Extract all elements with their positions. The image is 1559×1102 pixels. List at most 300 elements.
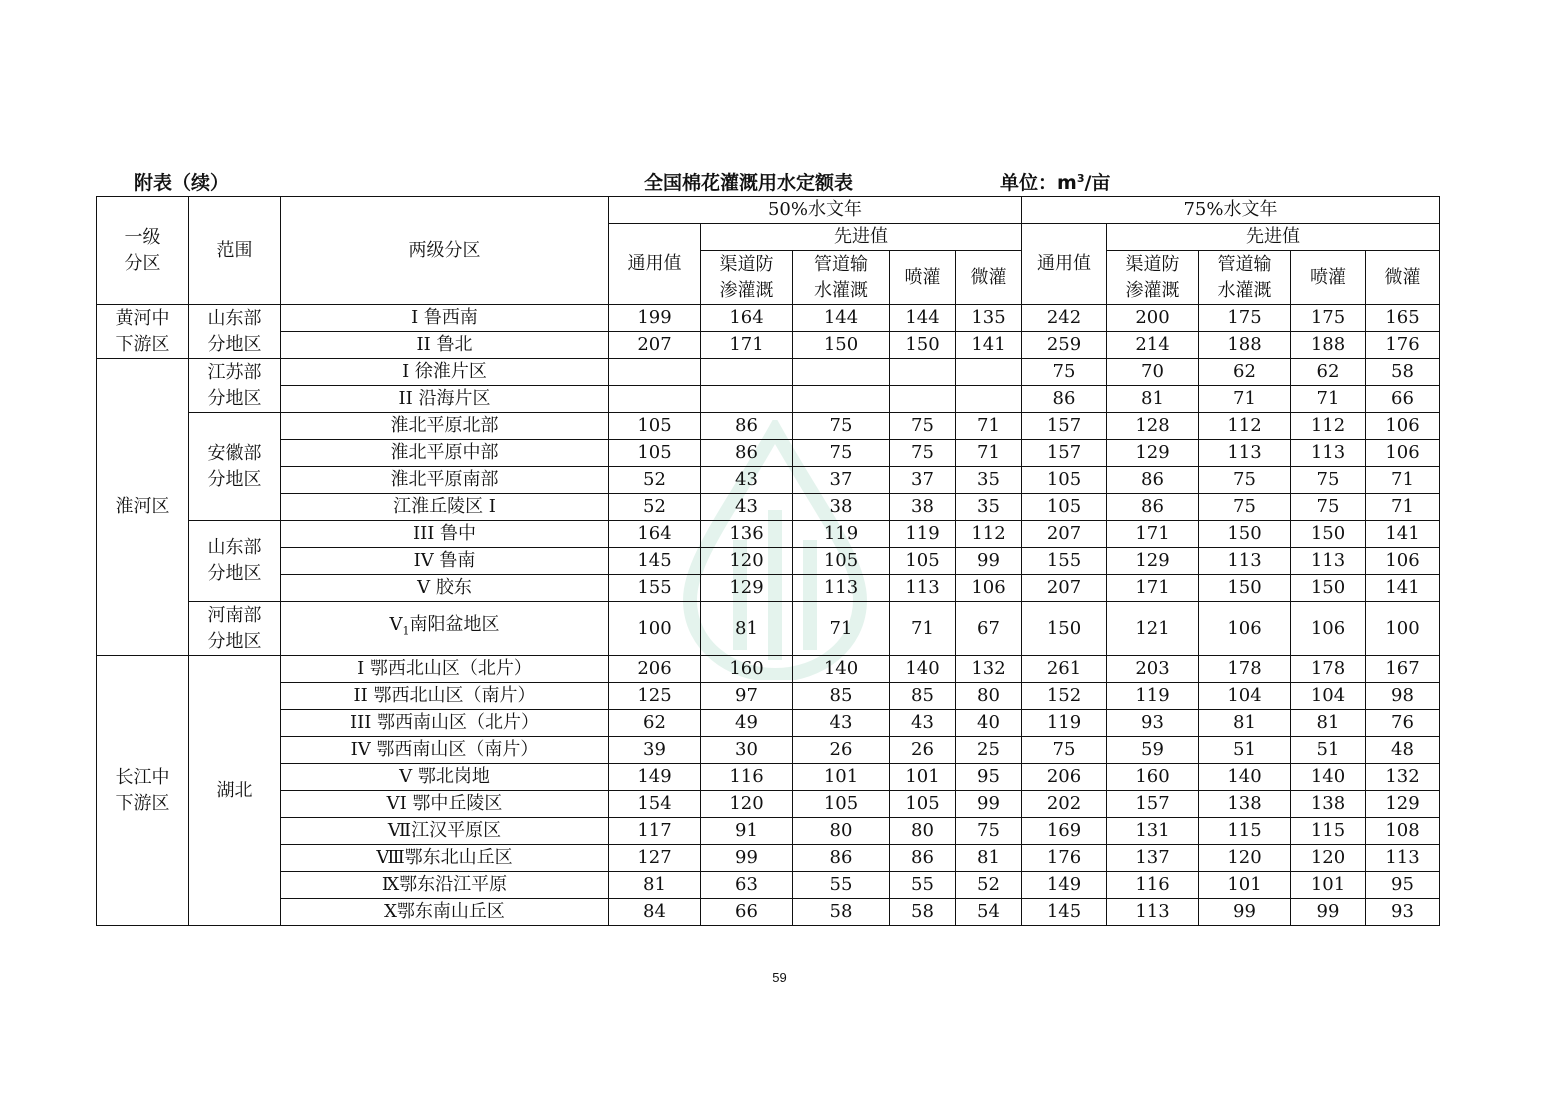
subzone-name: Ⅷ鄂东北山丘区: [281, 845, 609, 872]
quota-value: 84: [609, 899, 701, 926]
quota-value: 58: [793, 899, 890, 926]
quota-value: 75: [890, 440, 956, 467]
quota-value: 106: [1366, 440, 1440, 467]
quota-value: 80: [793, 818, 890, 845]
quota-value: 207: [1022, 575, 1107, 602]
quota-value: 86: [890, 845, 956, 872]
subzone-name: 江淮丘陵区 I: [281, 494, 609, 521]
quota-value: 144: [890, 305, 956, 332]
header-pipe-50: 管道输 水灌溉: [793, 251, 890, 305]
quota-value: 98: [1366, 683, 1440, 710]
quota-value: 38: [890, 494, 956, 521]
table-row: [97, 332, 1440, 359]
quota-value: 37: [890, 467, 956, 494]
quota-value: 113: [890, 575, 956, 602]
quota-value: 141: [1366, 575, 1440, 602]
quota-value: 26: [890, 737, 956, 764]
quota-value: 81: [1199, 710, 1291, 737]
quota-value: 106: [1199, 602, 1291, 656]
quota-value: 81: [701, 602, 793, 656]
quota-value: 70: [1107, 359, 1199, 386]
quota-value: 86: [1107, 467, 1199, 494]
table-row: [97, 683, 1440, 710]
subzone-name: $V_1$南阳盆地区: [281, 602, 609, 656]
quota-value: 165: [1366, 305, 1440, 332]
quota-value: 40: [956, 710, 1022, 737]
quota-value: 62: [609, 710, 701, 737]
table-row: [97, 656, 1440, 683]
quota-value: 206: [1022, 764, 1107, 791]
quota-value: 135: [956, 305, 1022, 332]
quota-value: 200: [1107, 305, 1199, 332]
quota-value: 112: [1199, 413, 1291, 440]
quota-value: 154: [609, 791, 701, 818]
quota-value: 99: [956, 791, 1022, 818]
quota-value: 71: [1366, 467, 1440, 494]
quota-value: 85: [890, 683, 956, 710]
quota-value: 132: [1366, 764, 1440, 791]
quota-value: 120: [701, 548, 793, 575]
quota-value: 54: [956, 899, 1022, 926]
quota-value: 140: [793, 656, 890, 683]
quota-value: 128: [1107, 413, 1199, 440]
quota-value: 113: [1107, 899, 1199, 926]
quota-value: 127: [609, 845, 701, 872]
page-header: [0, 168, 1559, 196]
header-spray-75: 喷灌: [1291, 251, 1366, 305]
quota-value: 75: [1291, 494, 1366, 521]
quota-value: 167: [1366, 656, 1440, 683]
quota-value: [609, 386, 701, 413]
header-row-1: [97, 197, 1440, 224]
quota-value: 63: [701, 872, 793, 899]
subzone-name: II 沿海片区: [281, 386, 609, 413]
table-row: [97, 845, 1440, 872]
quota-value: [609, 359, 701, 386]
table-row: [97, 548, 1440, 575]
quota-value: 43: [890, 710, 956, 737]
subzone-name: III 鲁中: [281, 521, 609, 548]
table-row: [97, 575, 1440, 602]
quota-value: 141: [1366, 521, 1440, 548]
quota-value: 58: [890, 899, 956, 926]
quota-value: 214: [1107, 332, 1199, 359]
header-micro-50: 微灌: [956, 251, 1022, 305]
subzone-name: II 鄂西北山区（南片）: [281, 683, 609, 710]
table-title: 全国棉花灌溉用水定额表: [644, 172, 854, 194]
quota-value: 140: [890, 656, 956, 683]
quota-value: 39: [609, 737, 701, 764]
header-scope: 范围: [189, 197, 281, 305]
header-level2: 两级分区: [281, 197, 609, 305]
table-row: [97, 764, 1440, 791]
quota-value: 207: [1022, 521, 1107, 548]
quota-value: 75: [1022, 359, 1107, 386]
quota-value: 188: [1199, 332, 1291, 359]
quota-value: 160: [1107, 764, 1199, 791]
quota-value: 113: [1199, 548, 1291, 575]
quota-value: [956, 386, 1022, 413]
quota-value: 105: [793, 548, 890, 575]
quota-value: 101: [890, 764, 956, 791]
quota-value: 157: [1022, 440, 1107, 467]
quota-value: 101: [1199, 872, 1291, 899]
subzone-name: I 徐淮片区: [281, 359, 609, 386]
header-pipe-75: 管道输 水灌溉: [1199, 251, 1291, 305]
header-level1: 一级 分区: [97, 197, 189, 305]
appendix-label: 附表（续）: [134, 172, 230, 194]
quota-value: 120: [1199, 845, 1291, 872]
table-row: [97, 602, 1440, 656]
table-row: [97, 305, 1440, 332]
header-spray-50: 喷灌: [890, 251, 956, 305]
quota-value: 150: [1291, 521, 1366, 548]
header-75-percent-year: 75%水文年: [1022, 197, 1440, 224]
quota-value: 112: [1291, 413, 1366, 440]
quota-value: 105: [609, 440, 701, 467]
quota-value: 160: [701, 656, 793, 683]
quota-value: 119: [1022, 710, 1107, 737]
quota-value: [701, 359, 793, 386]
subzone-name: Ⅶ江汉平原区: [281, 818, 609, 845]
quota-value: 164: [609, 521, 701, 548]
quota-value: 145: [1022, 899, 1107, 926]
quota-value: 55: [890, 872, 956, 899]
quota-value: 71: [1291, 386, 1366, 413]
subzone-name: I 鄂西北山区（北片）: [281, 656, 609, 683]
quota-value: 75: [1022, 737, 1107, 764]
quota-value: 49: [701, 710, 793, 737]
quota-value: 171: [701, 332, 793, 359]
quota-value: 105: [1022, 467, 1107, 494]
quota-value: 113: [1291, 548, 1366, 575]
quota-value: 71: [956, 413, 1022, 440]
quota-value: 155: [609, 575, 701, 602]
quota-value: 76: [1366, 710, 1440, 737]
quota-value: 259: [1022, 332, 1107, 359]
subzone-name: III 鄂西南山区（北片）: [281, 710, 609, 737]
quota-value: 157: [1107, 791, 1199, 818]
table-row: [97, 710, 1440, 737]
quota-value: 188: [1291, 332, 1366, 359]
quota-value: 203: [1107, 656, 1199, 683]
quota-value: 75: [956, 818, 1022, 845]
quota-value: 100: [609, 602, 701, 656]
quota-value: 115: [1291, 818, 1366, 845]
quota-value: 71: [956, 440, 1022, 467]
subzone-name: V 胶东: [281, 575, 609, 602]
subzone-name: I 鲁西南: [281, 305, 609, 332]
quota-value: 66: [701, 899, 793, 926]
subzone-name: VI 鄂中丘陵区: [281, 791, 609, 818]
quota-value: 129: [1107, 548, 1199, 575]
quota-value: 121: [1107, 602, 1199, 656]
quota-value: 99: [956, 548, 1022, 575]
quota-value: 80: [890, 818, 956, 845]
quota-value: 48: [1366, 737, 1440, 764]
quota-value: 129: [1107, 440, 1199, 467]
quota-value: 176: [1366, 332, 1440, 359]
quota-value: 75: [1291, 467, 1366, 494]
table-row: [97, 467, 1440, 494]
quota-value: 140: [1291, 764, 1366, 791]
quota-value: 58: [1366, 359, 1440, 386]
quota-value: 51: [1291, 737, 1366, 764]
quota-value: 141: [956, 332, 1022, 359]
quota-value: 67: [956, 602, 1022, 656]
region-huanghe: 黄河中 下游区: [97, 305, 189, 359]
quota-value: 140: [1199, 764, 1291, 791]
header-advanced-75: 先进值: [1107, 224, 1440, 251]
quota-value: 86: [1107, 494, 1199, 521]
quota-value: 59: [1107, 737, 1199, 764]
quota-value: 85: [793, 683, 890, 710]
quota-value: 51: [1199, 737, 1291, 764]
quota-value: 150: [1022, 602, 1107, 656]
unit-prefix: 单位：m: [1000, 172, 1077, 194]
quota-value: 150: [793, 332, 890, 359]
table-row: [97, 737, 1440, 764]
region-huaihe: 淮河区: [97, 359, 189, 656]
quota-value: 105: [793, 791, 890, 818]
subzone-name: IV 鲁南: [281, 548, 609, 575]
quota-value: 104: [1199, 683, 1291, 710]
header-general-75: 通用值: [1022, 224, 1107, 305]
quota-value: 66: [1366, 386, 1440, 413]
quota-value: 106: [1366, 548, 1440, 575]
quota-value: 104: [1291, 683, 1366, 710]
quota-value: 71: [793, 602, 890, 656]
quota-value: [956, 359, 1022, 386]
quota-value: [793, 386, 890, 413]
header-canal-75: 渠道防 渗灌溉: [1107, 251, 1199, 305]
quota-value: 120: [701, 791, 793, 818]
table-row: [97, 899, 1440, 926]
quota-value: 105: [1022, 494, 1107, 521]
table-row: [97, 359, 1440, 386]
scope-shandong-1: 山东部 分地区: [189, 305, 281, 359]
quota-value: 125: [609, 683, 701, 710]
quota-value: 149: [609, 764, 701, 791]
quota-value: 171: [1107, 575, 1199, 602]
quota-value: 43: [793, 710, 890, 737]
quota-value: 242: [1022, 305, 1107, 332]
scope-hubei: 湖北: [189, 656, 281, 926]
quota-value: 116: [1107, 872, 1199, 899]
quota-value: 150: [1199, 575, 1291, 602]
quota-value: 113: [1291, 440, 1366, 467]
quota-value: [701, 386, 793, 413]
header-general-50: 通用值: [609, 224, 701, 305]
quota-value: 86: [701, 440, 793, 467]
quota-value: 95: [956, 764, 1022, 791]
subzone-name: 淮北平原中部: [281, 440, 609, 467]
quota-value: 35: [956, 494, 1022, 521]
quota-value: 52: [609, 494, 701, 521]
quota-value: 81: [956, 845, 1022, 872]
quota-value: 106: [1291, 602, 1366, 656]
quota-value: 86: [701, 413, 793, 440]
subzone-name: V 鄂北岗地: [281, 764, 609, 791]
quota-value: 108: [1366, 818, 1440, 845]
quota-value: 99: [1291, 899, 1366, 926]
quota-value: 97: [701, 683, 793, 710]
quota-value: 101: [1291, 872, 1366, 899]
quota-value: 176: [1022, 845, 1107, 872]
header-50-percent-year: 50%水文年: [609, 197, 1022, 224]
unit-superscript: 3: [1076, 172, 1085, 185]
quota-value: 202: [1022, 791, 1107, 818]
quota-value: 171: [1107, 521, 1199, 548]
quota-value: 52: [956, 872, 1022, 899]
quota-value: 116: [701, 764, 793, 791]
quota-value: 99: [1199, 899, 1291, 926]
table-row: [97, 494, 1440, 521]
scope-henan: 河南部 分地区: [189, 602, 281, 656]
quota-value: 175: [1199, 305, 1291, 332]
quota-value: 95: [1366, 872, 1440, 899]
quota-value: 144: [793, 305, 890, 332]
scope-anhui: 安徽部 分地区: [189, 413, 281, 521]
quota-value: 145: [609, 548, 701, 575]
quota-value: 106: [956, 575, 1022, 602]
quota-value: 86: [793, 845, 890, 872]
quota-value: 75: [793, 413, 890, 440]
subzone-name: Ⅹ鄂东南山丘区: [281, 899, 609, 926]
quota-value: 261: [1022, 656, 1107, 683]
quota-value: 71: [1199, 386, 1291, 413]
subzone-name: Ⅸ鄂东沿江平原: [281, 872, 609, 899]
quota-value: 75: [793, 440, 890, 467]
quota-value: 164: [701, 305, 793, 332]
quota-value: 43: [701, 467, 793, 494]
quota-value: 117: [609, 818, 701, 845]
quota-value: 119: [1107, 683, 1199, 710]
quota-value: 149: [1022, 872, 1107, 899]
quota-value: 206: [609, 656, 701, 683]
quota-value: 105: [890, 548, 956, 575]
quota-value: 75: [890, 413, 956, 440]
table-row: [97, 440, 1440, 467]
quota-value: 113: [793, 575, 890, 602]
quota-value: 25: [956, 737, 1022, 764]
quota-value: 81: [609, 872, 701, 899]
quota-value: 129: [701, 575, 793, 602]
quota-value: 71: [890, 602, 956, 656]
quota-value: 150: [890, 332, 956, 359]
quota-value: 132: [956, 656, 1022, 683]
quota-value: 100: [1366, 602, 1440, 656]
quota-value: 71: [1366, 494, 1440, 521]
quota-value: 105: [890, 791, 956, 818]
quota-value: 129: [1366, 791, 1440, 818]
quota-value: 131: [1107, 818, 1199, 845]
table-row: [97, 872, 1440, 899]
quota-value: 93: [1107, 710, 1199, 737]
table-row: [97, 386, 1440, 413]
quota-value: 55: [793, 872, 890, 899]
quota-value: 138: [1199, 791, 1291, 818]
quota-value: 138: [1291, 791, 1366, 818]
region-changjiang: 长江中 下游区: [97, 656, 189, 926]
quota-value: 199: [609, 305, 701, 332]
quota-value: 38: [793, 494, 890, 521]
subzone-name: II 鲁北: [281, 332, 609, 359]
quota-value: 112: [956, 521, 1022, 548]
quota-value: 35: [956, 467, 1022, 494]
quota-value: [890, 386, 956, 413]
quota-value: 178: [1291, 656, 1366, 683]
quota-value: 101: [793, 764, 890, 791]
quota-value: 115: [1199, 818, 1291, 845]
quota-value: 119: [890, 521, 956, 548]
quota-value: 136: [701, 521, 793, 548]
table-row: [97, 818, 1440, 845]
unit-suffix: /亩: [1084, 172, 1111, 194]
quota-value: 75: [1199, 494, 1291, 521]
quota-value: 93: [1366, 899, 1440, 926]
quota-value: 113: [1366, 845, 1440, 872]
table-row: [97, 791, 1440, 818]
quota-value: 62: [1199, 359, 1291, 386]
page-number: 59: [772, 970, 787, 985]
quota-value: 157: [1022, 413, 1107, 440]
quota-value: 62: [1291, 359, 1366, 386]
quota-value: 175: [1291, 305, 1366, 332]
quota-value: 113: [1199, 440, 1291, 467]
quota-value: 152: [1022, 683, 1107, 710]
header-micro-75: 微灌: [1366, 251, 1440, 305]
quota-value: 37: [793, 467, 890, 494]
quota-value: 26: [793, 737, 890, 764]
scope-jiangsu: 江苏部 分地区: [189, 359, 281, 413]
quota-value: [890, 359, 956, 386]
quota-value: 120: [1291, 845, 1366, 872]
quota-value: 81: [1291, 710, 1366, 737]
quota-value: 207: [609, 332, 701, 359]
quota-value: 150: [1199, 521, 1291, 548]
quota-value: 80: [956, 683, 1022, 710]
quota-value: [793, 359, 890, 386]
quota-table: [96, 196, 1440, 926]
quota-value: 81: [1107, 386, 1199, 413]
scope-shandong-2: 山东部 分地区: [189, 521, 281, 602]
quota-value: 91: [701, 818, 793, 845]
quota-value: 150: [1291, 575, 1366, 602]
quota-value: 43: [701, 494, 793, 521]
quota-value: 52: [609, 467, 701, 494]
table-row: [97, 413, 1440, 440]
subzone-name: 淮北平原北部: [281, 413, 609, 440]
quota-value: 137: [1107, 845, 1199, 872]
quota-value: 106: [1366, 413, 1440, 440]
quota-value: 169: [1022, 818, 1107, 845]
unit-label: [1000, 168, 1110, 195]
quota-value: 99: [701, 845, 793, 872]
quota-value: 86: [1022, 386, 1107, 413]
quota-value: 30: [701, 737, 793, 764]
header-canal-50: 渠道防 渗灌溉: [701, 251, 793, 305]
quota-value: 155: [1022, 548, 1107, 575]
quota-value: 119: [793, 521, 890, 548]
quota-value: 178: [1199, 656, 1291, 683]
subzone-name: IV 鄂西南山区（南片）: [281, 737, 609, 764]
header-advanced-50: 先进值: [701, 224, 1022, 251]
quota-value: 105: [609, 413, 701, 440]
subzone-name: 淮北平原南部: [281, 467, 609, 494]
quota-value: 75: [1199, 467, 1291, 494]
table-row: [97, 521, 1440, 548]
